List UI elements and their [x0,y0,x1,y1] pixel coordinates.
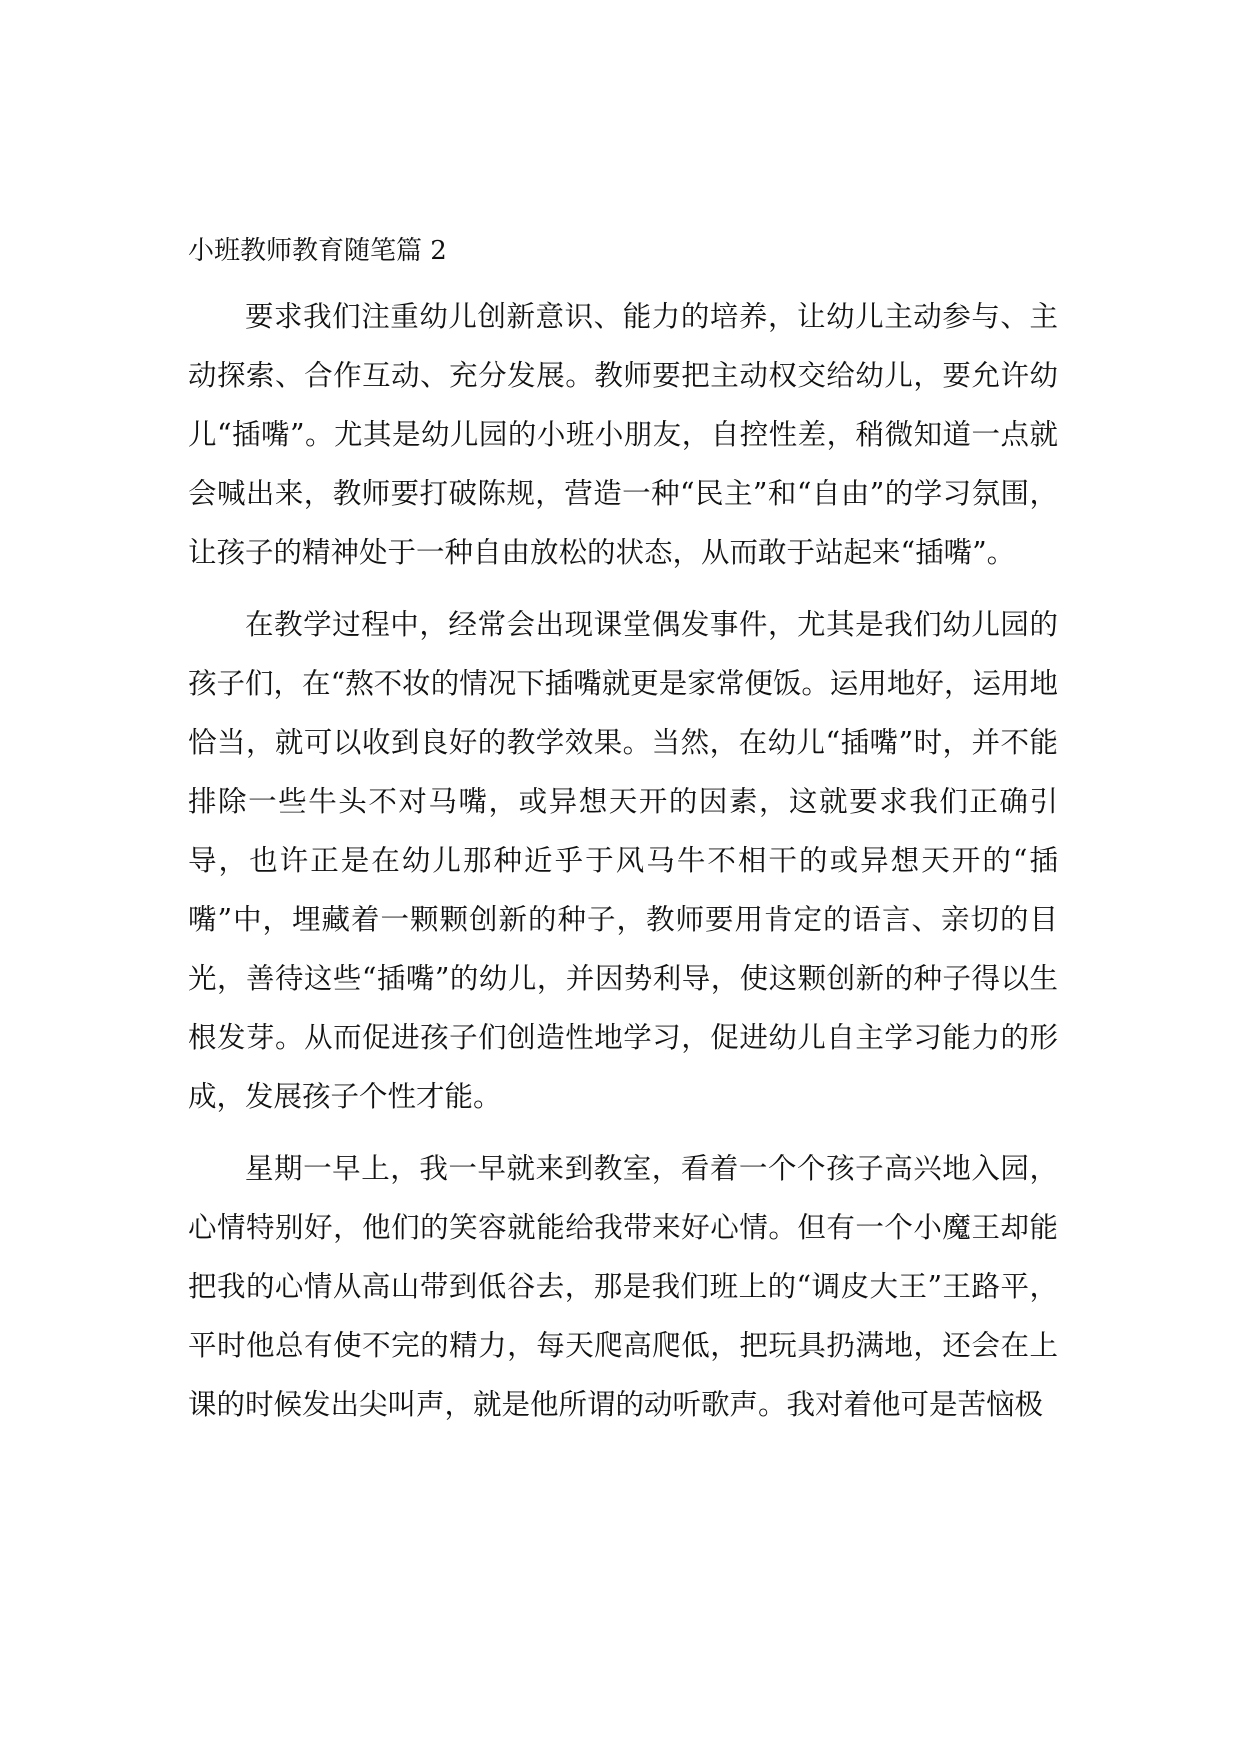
paragraph-1: 要求我们注重幼儿创新意识、能力的培养，让幼儿主动参与、主动探索、合作互动、充分发展。教师要把主动权交给幼儿，要允许幼儿“插嘴”。尤其是幼儿园的小班小朋友，自控性差，稍微知道一点就会喊出来，教师要打破陈规，营造一种“民主”和“自由”的学习氛围，让孩子的精神处于一种自由放松的状态，从而敢于站起来“插嘴”。 [188,300,1058,569]
document-title: 小班教师教育随笔篇 2 [188,236,447,266]
paragraph-3: 星期一早上，我一早就来到教室，看着一个个孩子高兴地入园，心情特别好，他们的笑容就能给我带来好心情。但有一个小魔王却能把我的心情从高山带到低谷去，那是我们班上的“调皮大王”王路平，平时他总有使不完的精力，每天爬高爬低，把玩具扔满地，还会在上课的时候发出尖叫声，就是他所谓的动听歌声。我对着他可是苦恼极 [188,1152,1058,1421]
document-body [188,228,1058,1447]
paragraph-2: 在教学过程中，经常会出现课堂偶发事件，尤其是我们幼儿园的孩子们，在“熬不妆的情况下插嘴就更是家常便饭。运用地好，运用地恰当，就可以收到良好的教学效果。当然，在幼儿“插嘴”时，并不能排除一些牛头不对马嘴，或异想天开的因素，这就要求我们正确引导，也许正是在幼儿那种近乎于风马牛不相干的或异想天开的“插嘴”中，埋藏着一颗颗创新的种子，教师要用肯定的语言、亲切的目光，善待这些“插嘴”的幼儿，并因势利导，使这颗创新的种子得以生根发芽。从而促进孩子们创造性地学习，促进幼儿自主学习能力的形成，发展孩子个性才能。 [188,608,1058,1113]
